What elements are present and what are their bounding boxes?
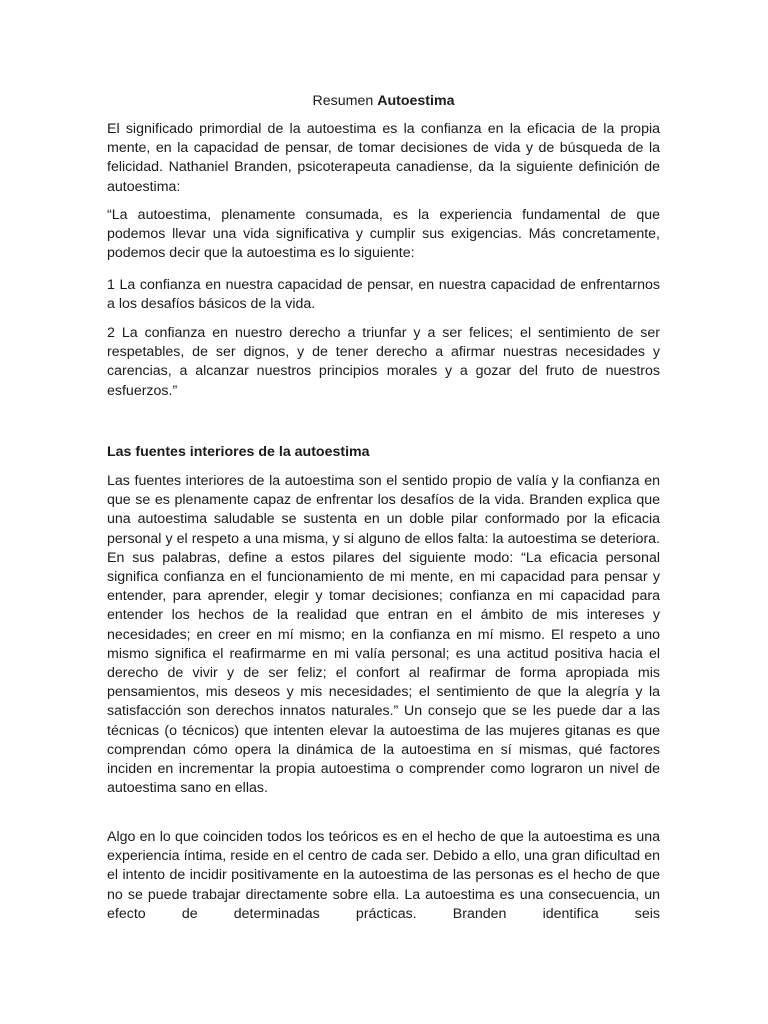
paragraph-teoricos-text: Algo en lo que coinciden todos los teóricos es en el hecho de que la autoestima es una experiencia íntima, reside en el centro de cada ser. Debido a ello, una gran dificultad en el intento de incidir positivamente en la autoestima de las personas es el hecho de que no se puede trabajar directamente sobre ella. La autoestima es una consecuencia, un efecto de determinadas prácticas. Branden identifica seis xyxy=(107,829,660,922)
paragraph-definition-intro: El significado primordial de la autoestima es la confianza en la eficacia de la propia mente, en la capacidad de pensar, de tomar decisiones de vida y de búsqueda de la felicidad. Nathaniel Branden, psicoterapeuta canadiense, da la siguiente definición de autoestima: xyxy=(107,121,660,195)
page-title xyxy=(107,92,660,111)
paragraph-teoricos xyxy=(107,828,660,924)
paragraph-quote-intro: “La autoestima, plenamente consumada, es la experiencia fundamental de que podemos llevar una vida significativa y cumplir sus exigencias. Más concretamente, podemos decir que la autoestima es lo siguiente: xyxy=(107,207,660,262)
paragraph-point-2: 2 La confianza en nuestro derecho a triunfar y a ser felices; el sentimiento de ser respetables, de ser dignos, y de tener derecho a afirmar nuestras necesidades y carencias, a alcanzar nuestros principios morales y a gozar del fruto de nuestros esfuerzos.” xyxy=(107,325,660,399)
paragraph-fuentes-interiores: Las fuentes interiores de la autoestima son el sentido propio de valía y la confianza en que se es plenamente capaz de enfrentar los desafíos de la vida. Branden explica que una autoestima saludable se sustenta en un doble pilar conformado por la eficacia personal y el respeto a una misma, y si alguno de ellos falta: la autoestima se deteriora. En sus palabras, define a estos pilares del siguiente modo: “La eficacia personal significa confianza en el funcionamiento de mi mente, en mi capacidad para pensar y entender, para aprender, elegir y tomar decisiones; confianza en mi capacidad para entender los hechos de la realidad que entran en el ámbito de mis intereses y necesidades; en creer en mí mismo; en la confianza en mí mismo. El respeto a uno mismo significa el reafirmarme en mi valía personal; es una actitud positiva hacia el derecho de vivir y de ser feliz; el confort al reafirmar de forma apropiada mis pensamientos, mis deseos y mis necesidades; el sentimiento de que la alegría y la satisfacción son derechos innatos naturales.” Un consejo que se les puede dar a las técnicas (o técnicos) que intenten elevar la autoestima de las mujeres gitanas es que comprendan cómo opera la dinámica de la autoestima en sí mismas, qué factores inciden en incrementar la propia autoestima o comprender como lograron un nivel de autoestima sano en ellas. xyxy=(107,473,660,797)
paragraph-point-1: 1 La confianza en nuestra capacidad de pensar, en nuestra capacidad de enfrentarnos a los desafíos básicos de la vida. xyxy=(107,277,660,313)
title-prefix: Resumen xyxy=(312,93,378,109)
title-bold: Autoestima xyxy=(377,93,455,109)
section-heading: Las fuentes interiores de la autoestima xyxy=(107,444,370,460)
